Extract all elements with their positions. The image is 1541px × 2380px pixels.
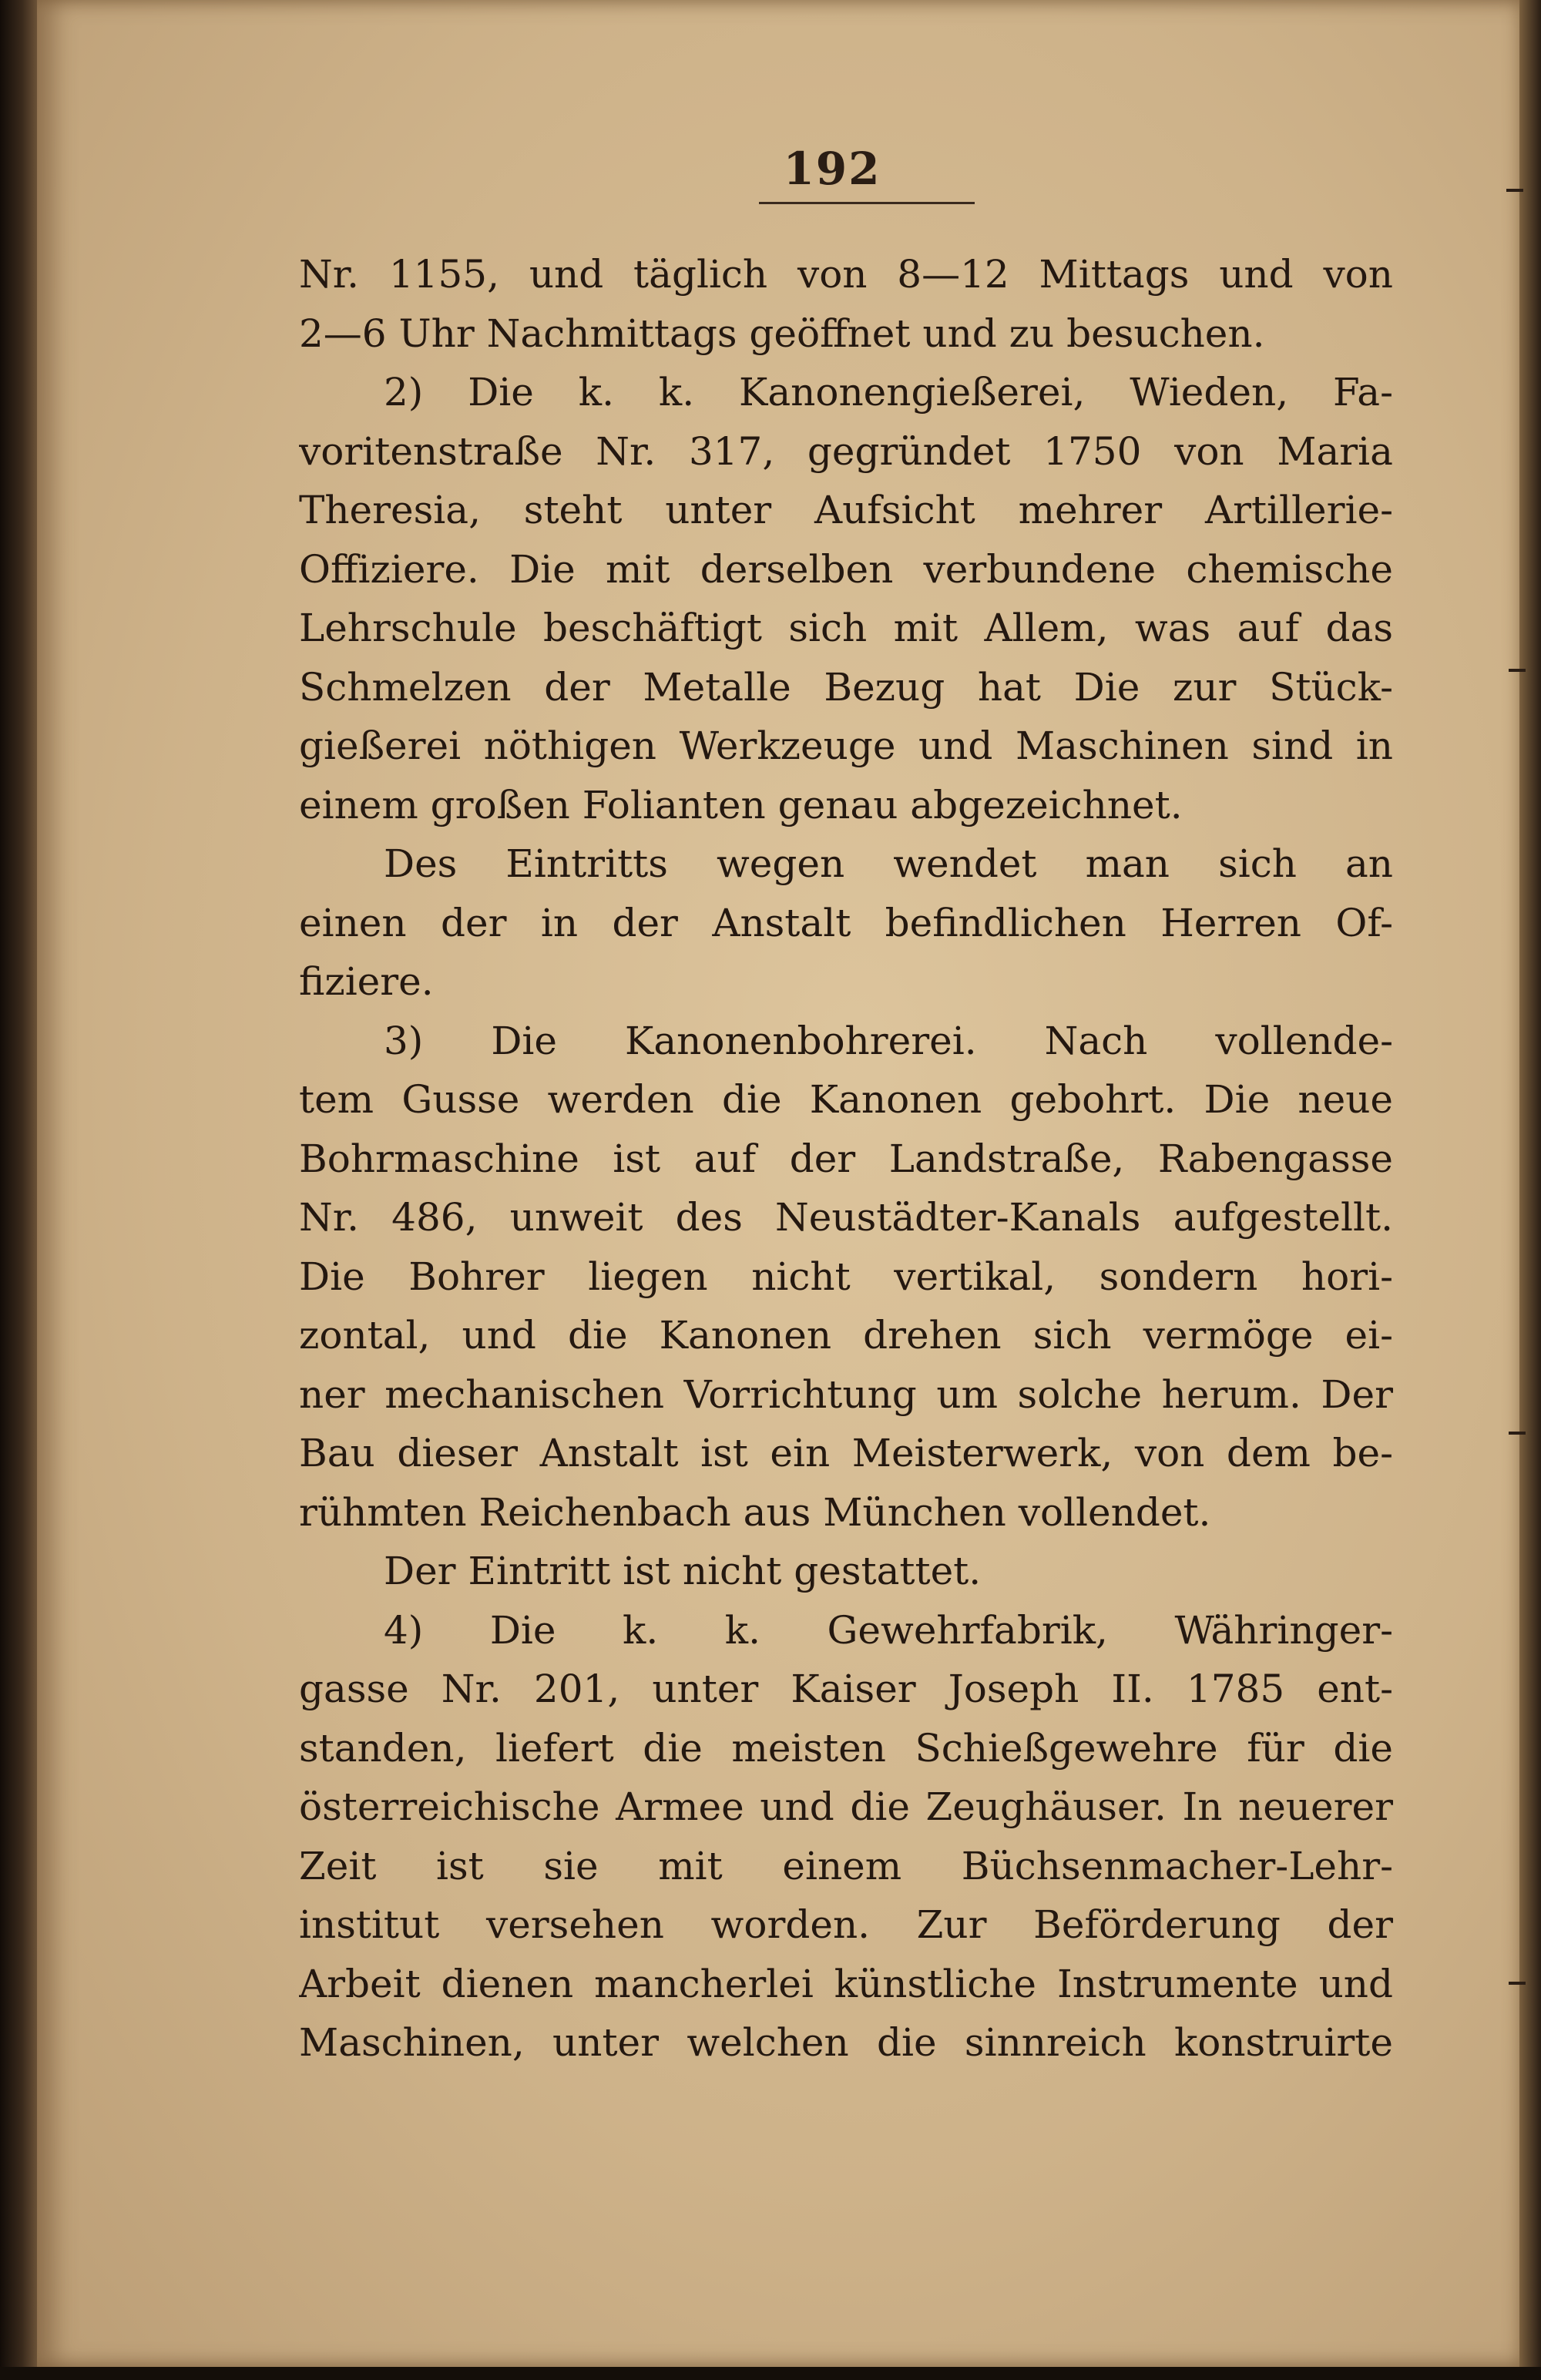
text-line: ner mechanischen Vorrichtung um solche herum. Der	[299, 1371, 1393, 1417]
header-rule	[759, 202, 975, 204]
text-line: Bohrmaschine ist auf der Landstraße, Rabengasse	[299, 1136, 1393, 1181]
text-line: standen, liefert die meisten Schießgewehre für die	[299, 1725, 1393, 1771]
text-line: gießerei nöthigen Werkzeuge und Maschinen sind in	[299, 723, 1393, 768]
edge-mark	[1509, 669, 1526, 672]
page-bottom-edge	[0, 2367, 1541, 2380]
text-line: österreichische Armee und die Zeughäuser. In neuerer	[299, 1784, 1393, 1829]
text-line: Offiziere. Die mit derselben verbundene chemische	[299, 546, 1393, 592]
text-line: 2—6 Uhr Nachmittags geöffnet und zu besuchen.	[299, 311, 1265, 356]
text-line: Der Eintritt ist nicht gestattet.	[384, 1549, 982, 1593]
page-right-edge	[1519, 0, 1541, 2380]
text-line: Nr. 1155, und täglich von 8—12 Mittags und von	[299, 252, 1393, 297]
book-spine-shadow	[0, 0, 37, 2380]
text-line: 4) Die k. k. Gewehrfabrik, Währinger-	[384, 1607, 1393, 1653]
text-line: rühmten Reichenbach aus München vollendet.	[299, 1489, 1211, 1535]
text-line: Maschinen, unter welchen die sinnreich konstruirte	[299, 2020, 1393, 2065]
text-line: Lehrschule beschäftigt sich mit Allem, was auf das	[299, 606, 1393, 650]
text-line: 2) Die k. k. Kanonengießerei, Wieden, Fa-	[384, 370, 1393, 415]
edge-mark	[1509, 1982, 1526, 1985]
text-line: einem großen Folianten genau abgezeichnet.	[299, 782, 1183, 827]
text-line: voritenstraße Nr. 317, gegründet 1750 von Maria	[299, 428, 1393, 474]
body-text	[299, 245, 1393, 2073]
text-line: Die Bohrer liegen nicht vertikal, sondern hori-	[299, 1254, 1393, 1299]
text-line: Des Eintritts wegen wendet man sich an	[384, 841, 1393, 886]
page-number: 192	[783, 143, 881, 195]
edge-mark	[1506, 189, 1523, 192]
text-line: Nr. 486, unweit des Neustädter-Kanals aufgestellt.	[299, 1195, 1393, 1240]
text-line: einen der in der Anstalt befindlichen Herren Of-	[299, 900, 1393, 945]
text-line: Theresia, steht unter Aufsicht mehrer Artillerie-	[299, 488, 1393, 532]
text-line: 3) Die Kanonenbohrerei. Nach vollende-	[384, 1018, 1393, 1063]
text-line: Arbeit dienen mancherlei künstliche Instrumente und	[299, 1961, 1393, 2006]
edge-mark	[1509, 1432, 1526, 1435]
text-line: institut versehen worden. Zur Beförderung der	[299, 1902, 1393, 1947]
text-line: gasse Nr. 201, unter Kaiser Joseph II. 1785 ent-	[299, 1667, 1393, 1711]
text-line: Zeit ist sie mit einem Büchsenmacher-Lehr-	[299, 1843, 1393, 1888]
text-line: fiziere.	[299, 959, 434, 1004]
text-line: zontal, und die Kanonen drehen sich vermöge ei-	[299, 1313, 1393, 1358]
text-line: Schmelzen der Metalle Bezug hat Die zur Stück-	[299, 664, 1393, 710]
text-line: tem Gusse werden die Kanonen gebohrt. Die neue	[299, 1077, 1393, 1122]
text-line: Bau dieser Anstalt ist ein Meisterwerk, von dem be-	[299, 1431, 1393, 1475]
